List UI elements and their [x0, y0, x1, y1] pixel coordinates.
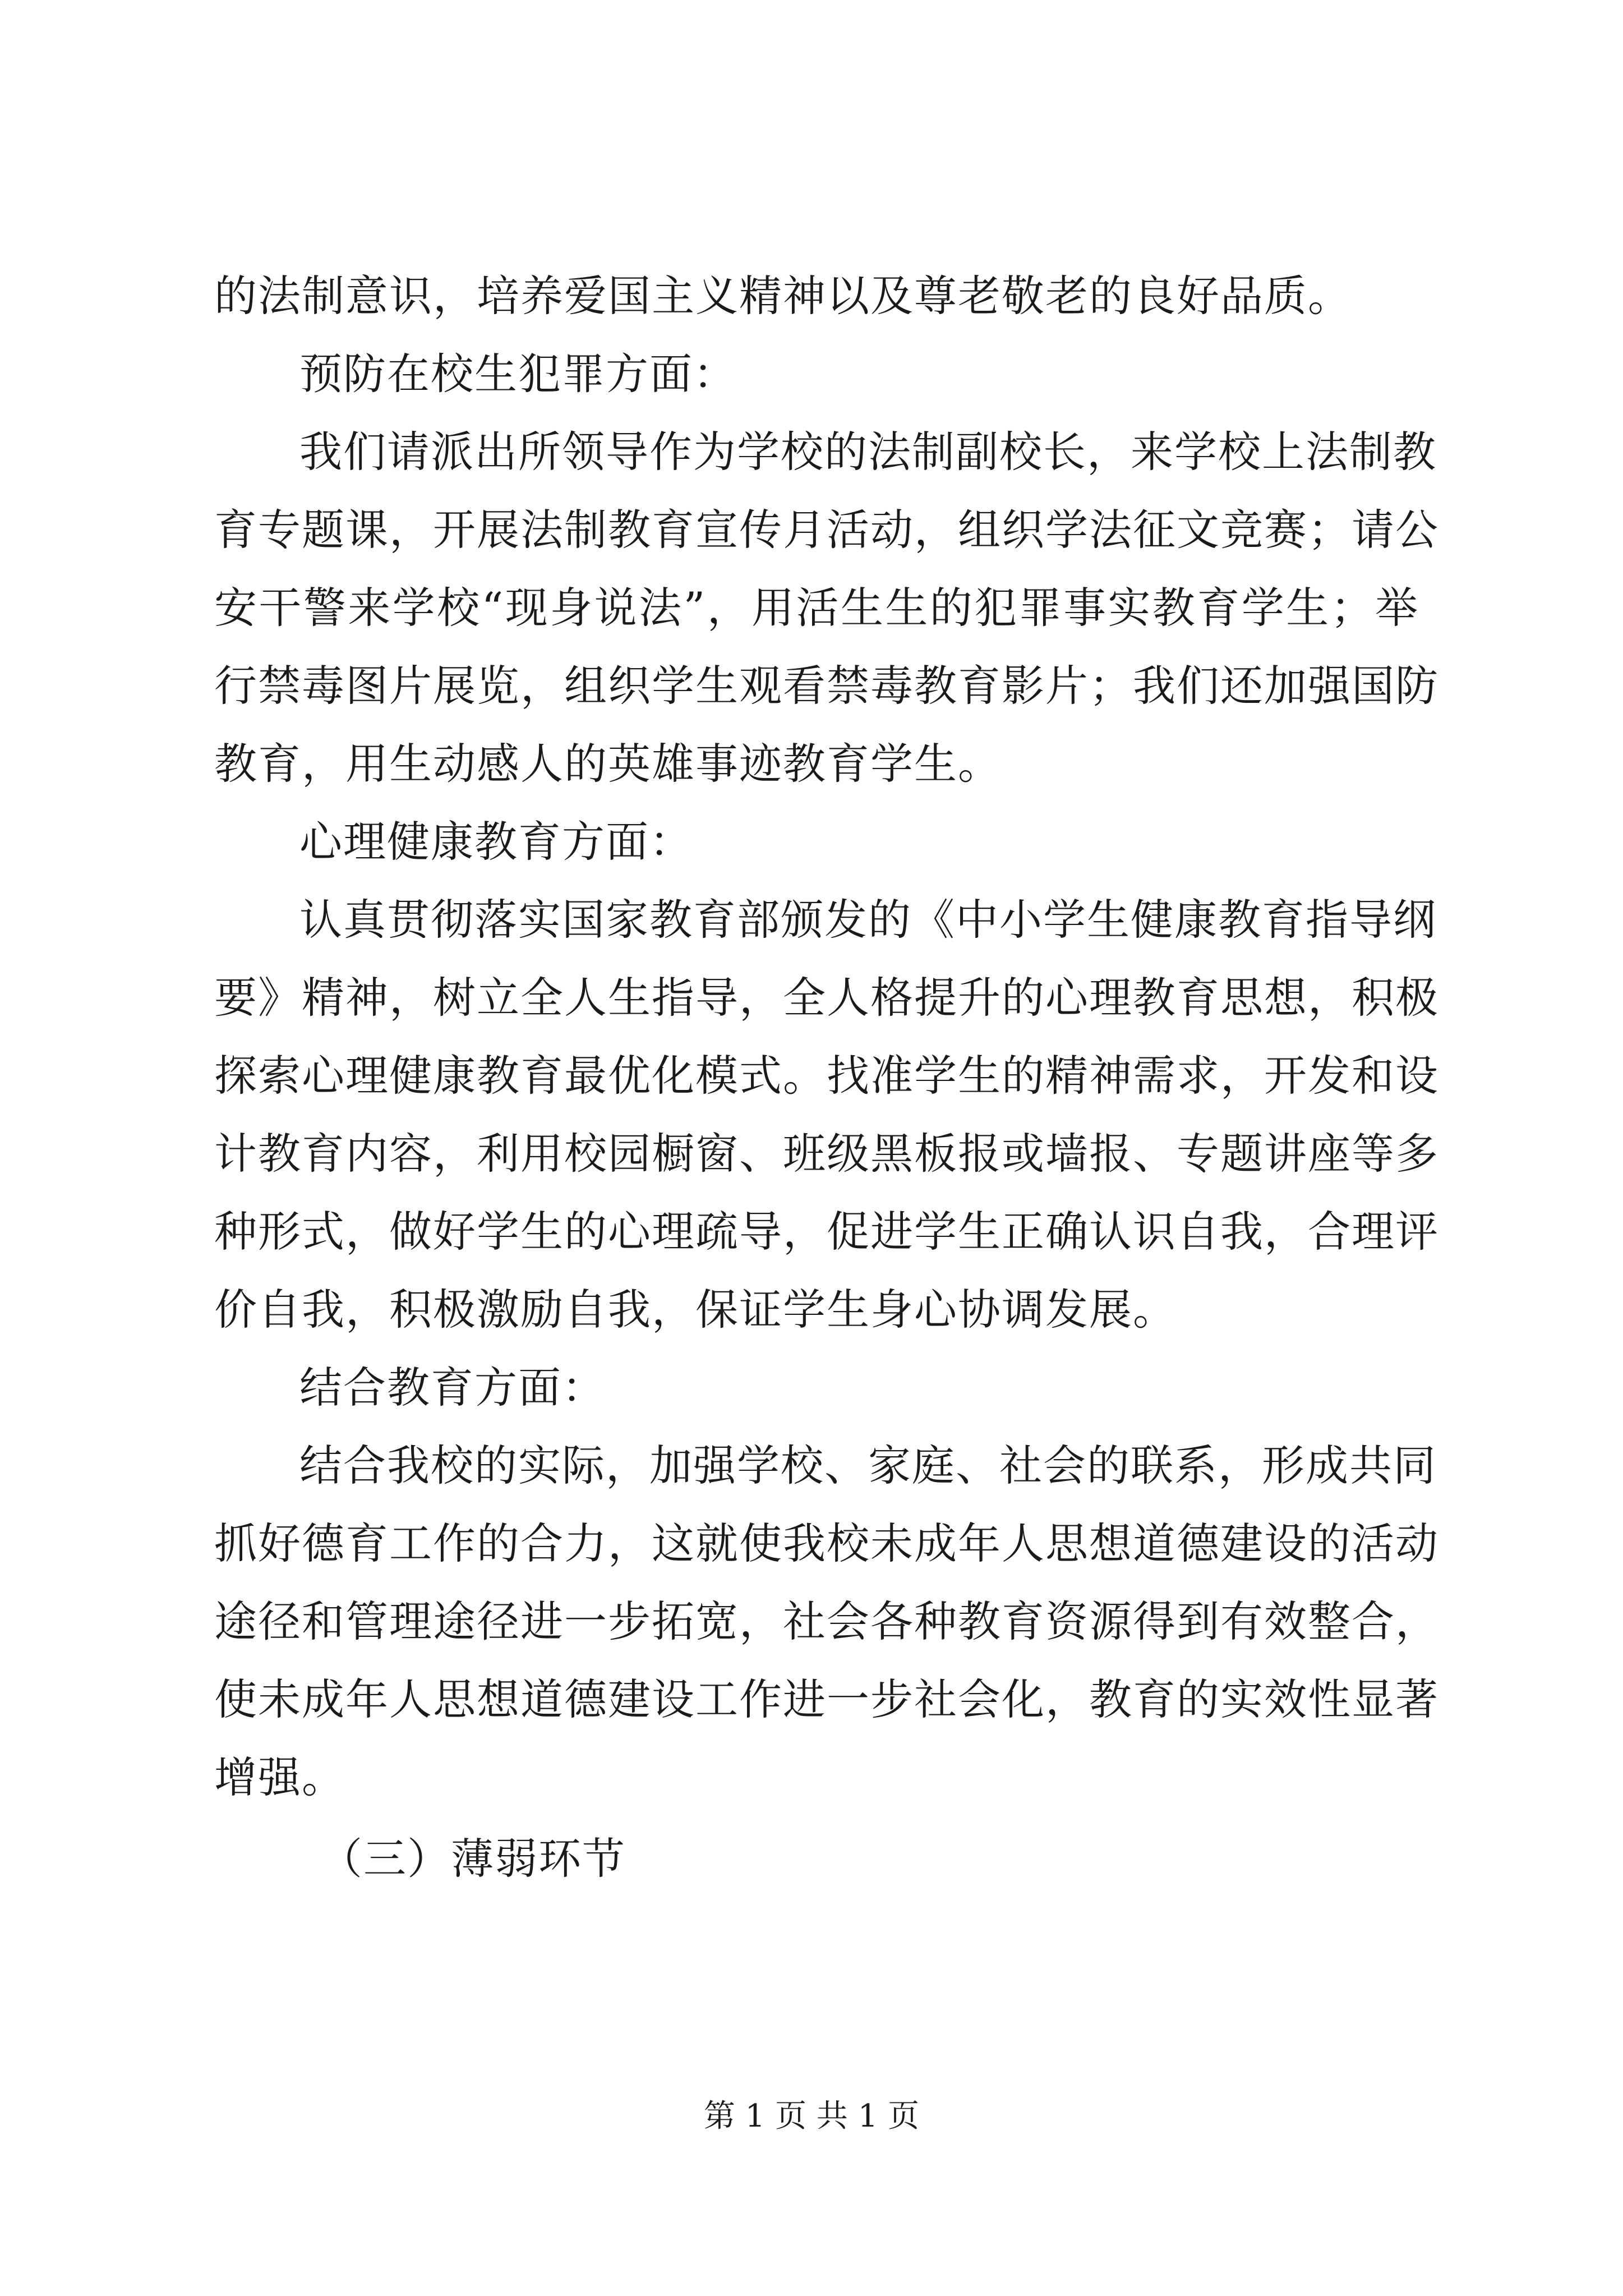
- paragraph-line: 探索心理健康教育最优化模式。找准学生的精神需求，开发和设: [214, 1051, 1439, 1101]
- section-heading-mental-health: 心理健康教育方面：: [299, 817, 693, 867]
- document-body: [214, 257, 1439, 1898]
- section-heading-crime-prevention: 预防在校生犯罪方面：: [299, 349, 737, 399]
- paragraph-line: 使未成年人思想道德建设工作进一步社会化，教育的实效性显著: [214, 1674, 1439, 1724]
- paragraph-line: 增强。: [214, 1752, 345, 1802]
- section-heading-combined-education: 结合教育方面：: [299, 1363, 606, 1412]
- section-heading-weak-links: （三）薄弱环节: [320, 1834, 626, 1884]
- paragraph-line: 结合我校的实际，加强学校、家庭、社会的联系，形成共同: [299, 1441, 1437, 1490]
- paragraph-line: 认真贯彻落实国家教育部颁发的《中小学生健康教育指导纲: [299, 895, 1437, 945]
- paragraph-line: 教育，用生动感人的英雄事迹教育学生。: [214, 739, 1002, 789]
- paragraph-line: 的法制意识，培养爱国主义精神以及尊老敬老的良好品质。: [214, 271, 1352, 321]
- paragraph-line: 抓好德育工作的合力，这就使我校未成年人思想道德建设的活动: [214, 1519, 1439, 1568]
- paragraph-line: 要》精神，树立全人生指导，全人格提升的心理教育思想，积极: [214, 973, 1439, 1023]
- paragraph-line: 我们请派出所领导作为学校的法制副校长，来学校上法制教: [299, 427, 1437, 477]
- paragraph-line: 价自我，积极激励自我，保证学生身心协调发展。: [214, 1285, 1177, 1335]
- page-number-footer: 第 1 页 共 1 页: [703, 2098, 920, 2134]
- paragraph-line: 计教育内容，利用校园橱窗、班级黑板报或墙报、专题讲座等多: [214, 1129, 1439, 1179]
- paragraph-line: 行禁毒图片展览，组织学生观看禁毒教育影片；我们还加强国防: [214, 661, 1439, 711]
- paragraph-line: 安干警来学校“现身说法”，用活生生的犯罪事实教育学生；举: [214, 583, 1419, 633]
- paragraph-line: 育专题课，开展法制教育宣传月活动，组织学法征文竞赛；请公: [214, 505, 1439, 555]
- paragraph-line: 种形式，做好学生的心理疏导，促进学生正确认识自我，合理评: [214, 1207, 1439, 1257]
- paragraph-line: 途径和管理途径进一步拓宽，社会各种教育资源得到有效整合，: [214, 1596, 1439, 1646]
